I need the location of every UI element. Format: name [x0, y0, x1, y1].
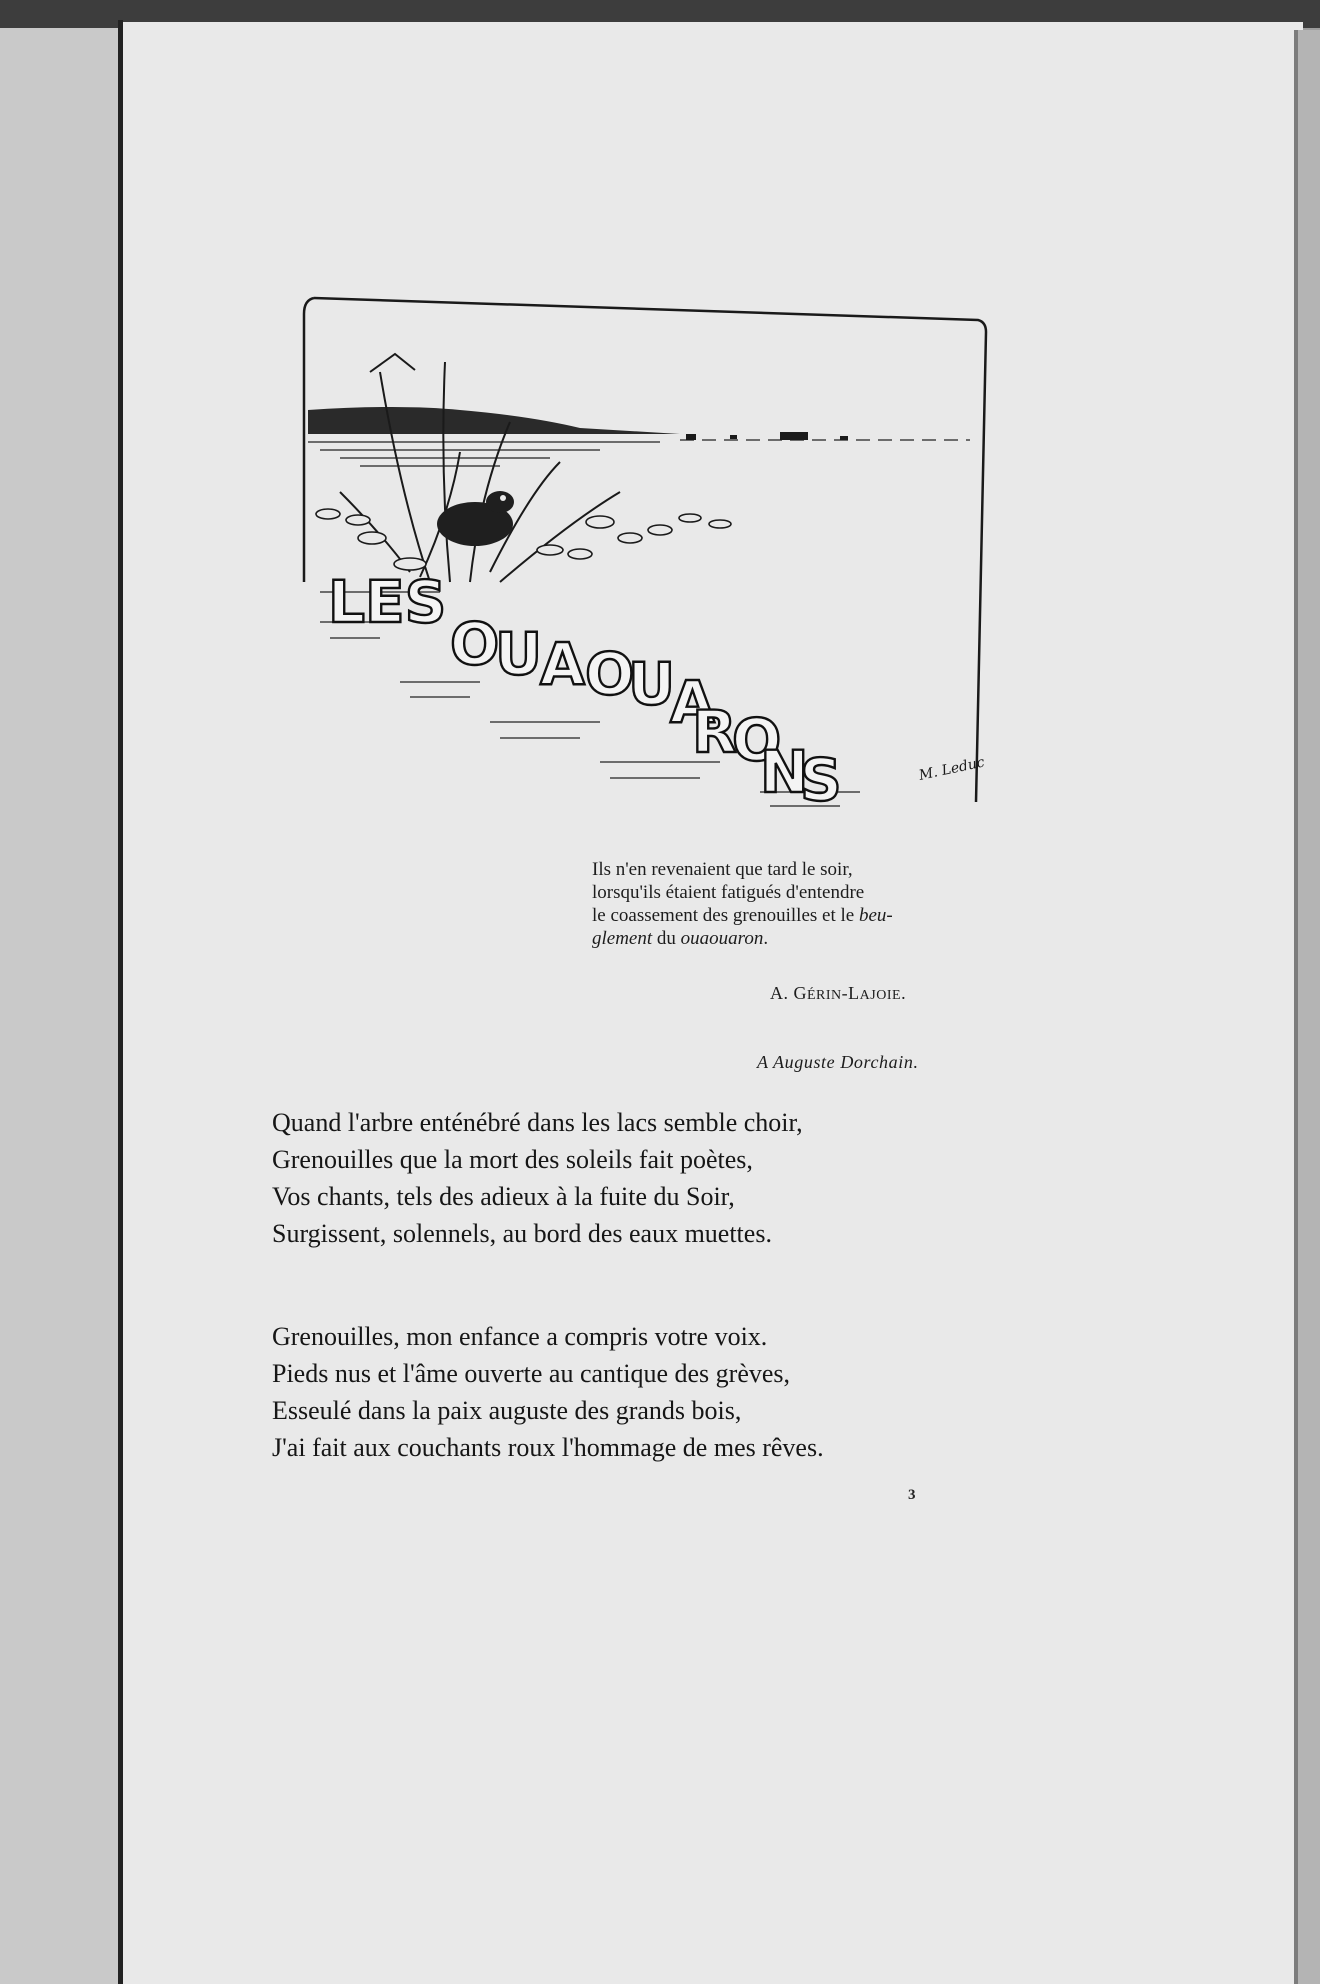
epigraph-italic: glement [592, 928, 653, 949]
dedication: A Auguste Dorchain. [757, 1052, 919, 1072]
title-letter: R [692, 698, 737, 766]
epigraph-text: du [652, 928, 681, 949]
poem-line: Pieds nus et l'âme ouverte au cantique des grèves, [272, 1359, 791, 1388]
title-letter: O [585, 640, 635, 708]
poem-line: Grenouilles que la mort des soleils fait poètes, [272, 1145, 753, 1174]
poem-line: Grenouilles, mon enfance a compris votre voix. [272, 1322, 768, 1351]
page-number: 3 [908, 1487, 916, 1503]
frog-pond-illustration [300, 292, 990, 817]
author-part: A. G [770, 983, 807, 1003]
poem-line: Surgissent, solennels, au bord des eaux muettes. [272, 1219, 772, 1248]
epigraph-line: lorsqu'ils étaient fatigués d'entendre [592, 882, 865, 903]
epigraph-text: . [763, 928, 769, 949]
epigraph-italic: ouaouaron [680, 928, 764, 949]
poem-line: Quand l'arbre enténébré dans les lacs semble choir, [272, 1108, 803, 1137]
title-letter: O [450, 610, 500, 678]
title-letter: A [670, 668, 715, 736]
title-letter: U [628, 650, 676, 718]
title-word-les: LES [328, 568, 447, 636]
right-page-edge [1298, 30, 1320, 1984]
poem-stanza [272, 1318, 824, 1466]
title-letter: U [495, 620, 543, 688]
artist-signature: M. Leduc [917, 754, 987, 784]
epigraph-author [770, 983, 906, 1004]
author-part: ÉRIN [807, 988, 842, 1003]
author-part: -L [841, 983, 860, 1003]
poem-stanza [272, 1104, 803, 1252]
poem-line: Esseulé dans la paix auguste des grands bois, [272, 1396, 742, 1425]
epigraph [592, 858, 980, 950]
title-letter: A [540, 630, 585, 698]
author-part: . [901, 983, 907, 1003]
epigraph-line: Ils n'en revenaient que tard le soir, [592, 859, 853, 880]
epigraph-italic: beu- [858, 905, 893, 926]
epigraph-text: le coassement des grenouilles et le [592, 905, 859, 926]
author-part: AJOIE [859, 988, 902, 1003]
poem-line: J'ai fait aux couchants roux l'hommage de mes rêves. [272, 1433, 824, 1462]
poem-line: Vos chants, tels des adieux à la fuite du Soir, [272, 1182, 735, 1211]
title-letter: O [732, 706, 782, 774]
epigraph-line [592, 927, 980, 950]
title-letter: S [800, 746, 842, 814]
title-letter: N [760, 738, 809, 806]
epigraph-line [592, 904, 980, 927]
